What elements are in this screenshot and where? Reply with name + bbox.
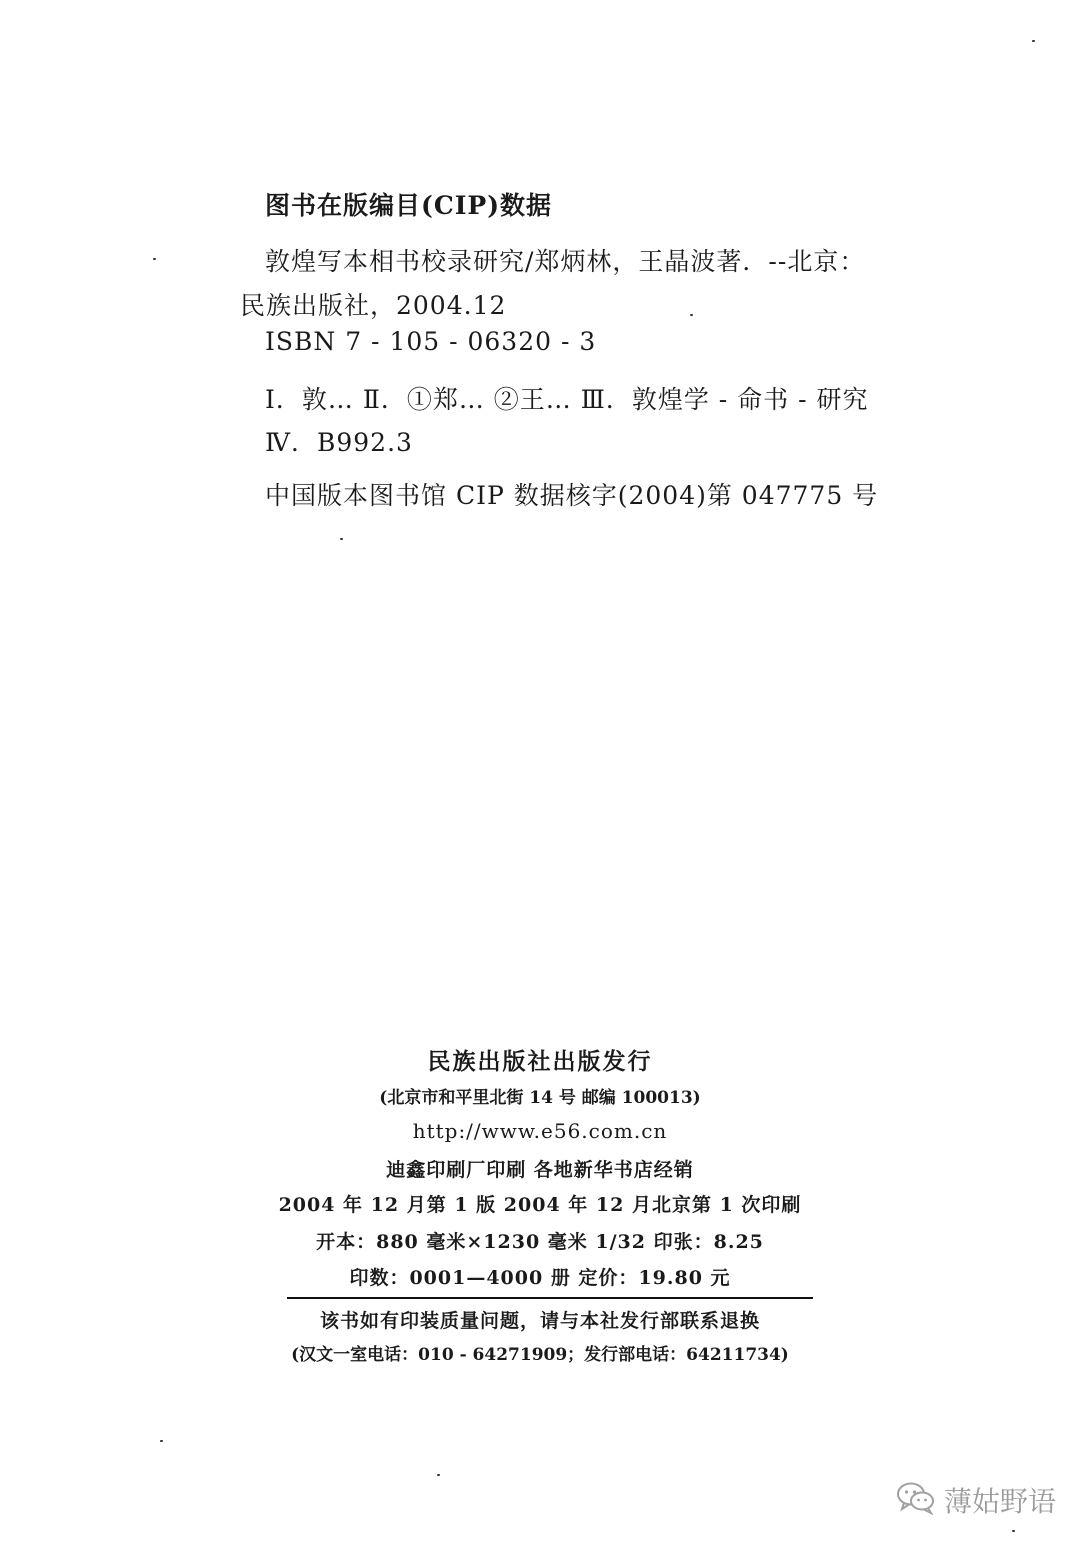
imprint-address: (北京市和平里北街 14 号 邮编 100013) <box>379 1088 701 1108</box>
scan-speck <box>340 538 343 540</box>
imprint-notice: 该书如有印装质量问题，请与本社发行部联系退换 <box>319 1310 760 1332</box>
imprint-print-run: 印数：0001—4000 册 定价：19.80 元 <box>349 1267 731 1289</box>
scan-speck <box>1012 1530 1015 1532</box>
imprint-printer: 迪鑫印刷厂印刷 各地新华书店经销 <box>386 1159 694 1181</box>
imprint-publisher: 民族出版社出版发行 <box>427 1048 653 1075</box>
imprint-edition: 2004 年 12 月第 1 版 2004 年 12 月北京第 1 次印刷 <box>278 1194 802 1216</box>
cip-classification: Ⅳ．B992.3 <box>265 428 413 457</box>
scan-speck <box>1032 40 1035 42</box>
imprint-format: 开本：880 毫米×1230 毫米 1/32 印张：8.25 <box>316 1231 764 1253</box>
cip-book-entry: 敦煌写本相书校录研究/郑炳林，王晶波著．--北京： <box>265 247 866 276</box>
cip-publisher-date: 民族出版社，2004.12 <box>240 291 507 320</box>
scan-speck <box>690 314 693 316</box>
scan-speck <box>160 1440 163 1442</box>
scan-speck <box>153 258 156 260</box>
cip-subject-headings: Ⅰ．敦… Ⅱ．①郑… ②王… Ⅲ．敦煌学 - 命书 - 研究 <box>265 385 869 414</box>
cip-title: 图书在版编目(CIP)数据 <box>265 191 553 220</box>
imprint-url: http://www.e56.com.cn <box>412 1119 668 1143</box>
cip-isbn: ISBN 7 - 105 - 06320 - 3 <box>265 327 597 356</box>
watermark <box>896 1480 1056 1520</box>
wechat-icon <box>896 1481 936 1519</box>
imprint-divider <box>287 1297 813 1299</box>
scan-speck <box>437 1474 440 1476</box>
cip-record-number: 中国版本图书馆 CIP 数据核字(2004)第 047775 号 <box>265 481 879 510</box>
watermark-text: 薄姑野语 <box>944 1485 1057 1518</box>
imprint-phones: (汉文一室电话：010 - 64271909；发行部电话：64211734) <box>291 1345 789 1365</box>
